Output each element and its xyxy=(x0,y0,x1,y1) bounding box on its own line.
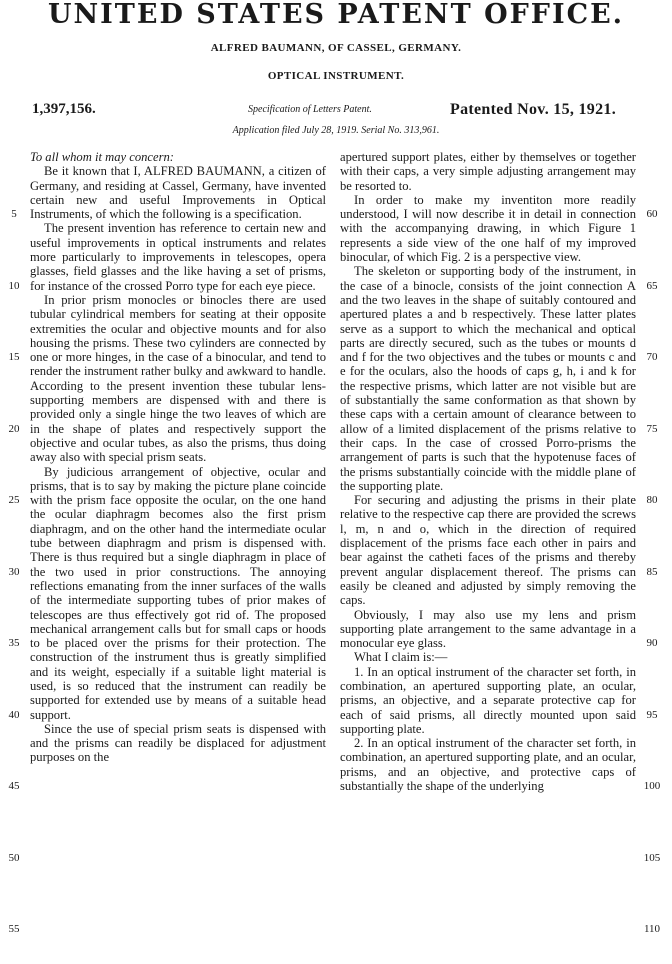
line-number: 100 xyxy=(643,780,661,793)
left-line-numbers xyxy=(0,150,28,964)
claim: 1. In an optical instrument of the character set forth, in combination, an apertured supporting plate, an ocular, prisms, an objective, and a separate protective cap for each of said prisms, all directly mounted upon said supporting plate. xyxy=(340,664,636,736)
line-number: 90 xyxy=(646,637,658,650)
patent-meta-row xyxy=(0,101,672,123)
line-number: 5 xyxy=(11,208,17,221)
right-text-column xyxy=(340,150,636,964)
paragraph: Obviously, I may also use my lens and prism supporting plate arrangement to the same advantage in a monocular eye glass. xyxy=(340,607,636,651)
claims-heading: What I claim is:— xyxy=(354,650,448,665)
line-number: 35 xyxy=(8,637,20,650)
line-number: 80 xyxy=(646,494,658,507)
paragraph: In prior prism monocles or binocles there are used tubular cylindrical members for seating at their opposite extremities the ocular and objective mounts and for also housing the prisms. These two cylinders are connected by one or more hinges, in the case of a binocular, and tend to render the instrument rather bulky and awkward to handle. According to the present invention these tubular lens-supporting members are dispensed with and there is provided only a single hinge the two leaves of which are in the shape of plates and respectively support the objective and ocular tubes, as also the prisms, thus doing away also with special prism seats. xyxy=(30,292,326,465)
paragraph: By judicious arrangement of objective, ocular and prisms, that is to say by making the picture plane coincide with the prism face opposite the ocular, on the one hand the ocular diaphragm becomes also the first prism diaphragm, and on the other hand the intermediate ocular tube between diaphragm and prism is dispensed with. There is thus required but a single diaphragm in place of the two used in prior constructions. The annoying reflections emanating from the inner surfaces of the walls of the intermediate supporting tubes of prior makes of telescopes are thus effectively got rid of. The proposed mechanical arrangement calls but for small caps or hoods to be placed over the prisms for their protection. The construction of the instrument thus is greatly simplified and its weight, especially if a suitable light material is used, is so reduced that the instrument can readily be supported for extended use by means of a suitable head support. xyxy=(30,464,326,722)
salutation: To all whom it may concern: xyxy=(30,150,175,164)
line-number: 110 xyxy=(643,923,661,936)
line-number: 15 xyxy=(8,351,20,364)
paragraph: The present invention has reference to certain new and useful improvements in optical instruments and relates more particularly to improvements in telescopes, opera glasses, field glasses and the like having a set of prisms, for instance of the crossed Porro type for each eye piece. xyxy=(30,221,326,293)
line-number: 65 xyxy=(646,279,658,292)
paragraph: Since the use of special prism seats is dispensed with and the prisms can readily be displaced for adjustment purposes on the xyxy=(30,721,326,765)
line-number: 45 xyxy=(8,780,20,793)
line-number: 50 xyxy=(8,851,20,864)
paragraph: The skeleton or supporting body of the instrument, in the case of a binocle, consists of the joint connection A and the two leaves in the shape of suitably contoured and apertured plates a and b respectively. These latter plates serve as a support to which the mechanical and optical parts are directly secured, such as the tubes or mounts d and f for the two objectives and the tubes or mounts c and e for the oculars, also the hoods of caps g, h, i and k for the respective prisms, which latter are not visible but are of substantially the same conformation as that shown by these caps with a certain amount of clearance between to allow of a limited displacement of the prisms relative to their caps. In the case of crossed Porro-prisms the arrangement of parts is such that the hypotenuse faces of the prisms substantially coincide with the middle plane of the supporting plate. xyxy=(340,264,636,493)
patent-number: 1,397,156. xyxy=(32,101,96,117)
line-number: 10 xyxy=(8,279,20,292)
paragraph: Be it known that I, ALFRED BAUMANN, a citizen of Germany, and residing at Cassel, Germany, have invented certain new and useful Improvements in Optical Instruments, of which the following is a specification. xyxy=(30,164,326,222)
line-number: 20 xyxy=(8,422,20,435)
specification-label: Specification of Letters Patent. xyxy=(248,104,372,115)
patent-subject: OPTICAL INSTRUMENT. xyxy=(267,70,405,82)
left-text-column xyxy=(30,150,326,964)
patented-date: Patented Nov. 15, 1921. xyxy=(450,101,617,118)
application-filed-line: Application filed July 28, 1919. Serial No. 313,961. xyxy=(232,125,440,136)
paragraph: For securing and adjusting the prisms in their plate relative to the respective cap there are provided the screws l, m, n and o, which in the direction of required displacement of the prisms face each other in pairs and bear against the catheti faces of the prisms and thereby prevent angular displacement thereof. The prisms can easily be cleaned and adjusted by simply removing the caps. xyxy=(340,493,636,608)
line-number: 30 xyxy=(8,565,20,578)
line-number: 40 xyxy=(8,708,20,721)
office-title: UNITED STATES PATENT OFFICE. xyxy=(47,0,625,30)
paragraph-continued: apertured support plates, either by themselves or together with their caps, a very simple adjusting arrangement may be resorted to. xyxy=(340,150,636,193)
inventor-line: ALFRED BAUMANN, OF CASSEL, GERMANY. xyxy=(210,42,462,54)
right-line-numbers xyxy=(638,150,666,964)
line-number: 75 xyxy=(646,422,658,435)
claim: 2. In an optical instrument of the character set forth, in combination, an apertured supporting plate, and an ocular, prisms, and an objective, and protective caps of substantially the shape of the underlying xyxy=(340,736,636,794)
line-number: 60 xyxy=(646,208,658,221)
line-number: 70 xyxy=(646,351,658,364)
line-number: 85 xyxy=(646,565,658,578)
line-number: 105 xyxy=(643,851,661,864)
line-number: 95 xyxy=(646,708,658,721)
line-number: 55 xyxy=(8,923,20,936)
paragraph: In order to make my inventiton more readily understood, I will now describe it in detail in connection with the accompanying drawing, in which Figure 1 represents a side view of the one half of my improved binocular, of which Fig. 2 is a perspective view. xyxy=(340,192,636,265)
line-number: 25 xyxy=(8,494,20,507)
